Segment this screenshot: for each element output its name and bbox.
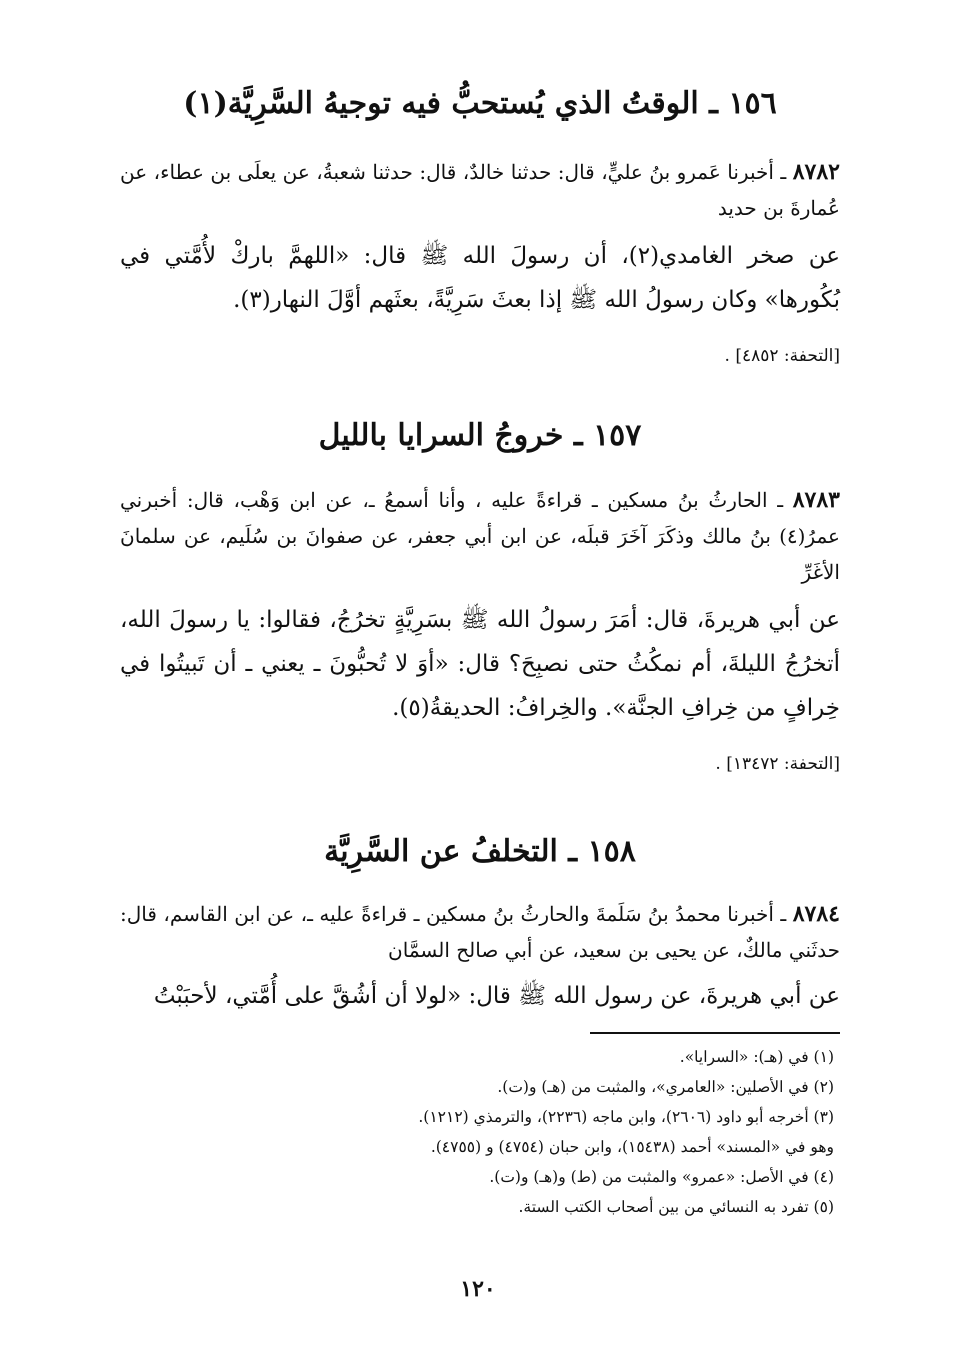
isnad-text: ـ أخبرنا محمدُ بنُ سَلَمةَ والحارثُ بنُ مسكين ـ قراءةً عليه ـ، عن ابن القاسم، قال: حدثَني مالكٌ، عن يحيى بن سعيد، عن أبي صالح السمَّان <box>120 902 840 962</box>
isnad-text: ـ الحارثُ بنُ مسكين ـ قراءةً عليه ، وأنا أسمعُ ـ، عن ابن وَهْب، قال: أخبرني عمرُ(٤) بنُ مالك وذكَرَ آخَرَ قبلَه، عن ابن أبي جعفر، عن صفوانَ بن سُلَيم، عن سلمانَ الأغَرِّ <box>120 488 840 584</box>
page-number: ١٢٠ <box>460 1276 496 1302</box>
hadith-isnad <box>120 896 840 968</box>
book-page <box>120 82 840 1322</box>
hadith-matn: عن أبي هريرةَ، عن رسول الله ﷺ قال: «لولا أن أشُقَّ على أُمَّتي، لأحبَبْتُ <box>153 983 840 1009</box>
footnote-3-continued: وهو في «المسند» أحمد (١٥٤٣٨)، وابن حبان (٤٧٥٤) و (٤٧٥٥). <box>430 1138 834 1156</box>
hadith-isnad <box>120 482 840 590</box>
hadith-number: ٨٧٨٢ <box>792 159 840 185</box>
hadith-isnad <box>120 154 840 226</box>
tuhfa-reference: [التحفة: ١٣٤٧٢] . <box>715 754 840 774</box>
footnote-2: (٢) في الأصلين: «العامري»، والمثبت من (هـ) و(ت). <box>497 1078 834 1096</box>
hadith-number: ٨٧٨٣ <box>792 487 840 513</box>
tuhfa-reference: [التحفة: ٤٨٥٢] . <box>724 346 840 366</box>
chapter-158 <box>120 830 840 1018</box>
chapter-157 <box>120 414 840 778</box>
footnote-1: (١) في (هـ): «السرايا». <box>679 1048 834 1066</box>
footnote-4: (٤) في الأصل: «عمرو» والمثبت من (ط) و(هـ) و(ت). <box>489 1168 834 1186</box>
hadith-matn: عن أبي هريرةَ، قال: أمَرَ رسولُ الله ﷺ بسَرِيَّةٍ تخرُجُ، فقالوا: يا رسولَ الله، أتخرُجُ الليلةَ، أم نمكُثُ حتى نصبِحَ؟ قال: «أوَ لا تُحبُّونَ ـ يعني ـ أن تَبيتُوا في خِرافٍ من خِرافِ الجنَّة». والخِرافُ: الحديقةُ(٥). <box>120 607 840 721</box>
chapter-heading: ١٥٨ ـ التخلفُ عن السَّرِيَّة <box>324 834 636 869</box>
chapter-156 <box>120 82 840 370</box>
chapter-heading: ١٥٧ ـ خروجُ السرايا بالليل <box>318 418 642 453</box>
hadith-number: ٨٧٨٤ <box>792 901 840 927</box>
footnote-5: (٥) تفرد به النسائي من بين أصحاب الكتب الستة. <box>518 1198 834 1216</box>
hadith-matn: عن صخر الغامدي(٢)، أن رسولَ الله ﷺ قال: «اللهمَّ باركْ لأُمَّتي في بُكُورها» وكان رسولُ الله ﷺ إذا بعثَ سَرِيَّةً، بعثَهم أوَّلَ النهار(٣). <box>120 243 840 313</box>
isnad-text: ـ أخبرنا عَمرو بنُ عليٍّ، قال: حدثنا خالدٌ، قال: حدثنا شعبةُ، عن يعلَى بن عطاء، عن عُمارةَ بن حديد <box>120 160 840 220</box>
footnote-3: (٣) أخرجه أبو داود (٢٦٠٦)، وابن ماجه (٢٢٣٦)، والترمذي (١٢١٢). <box>418 1108 834 1126</box>
footnotes <box>120 1032 840 1222</box>
chapter-heading: ١٥٦ ـ الوقتُ الذي يُستحبُّ فيه توجيهُ السَّرِيَّة(١) <box>183 86 777 121</box>
footnote-separator <box>590 1032 840 1034</box>
